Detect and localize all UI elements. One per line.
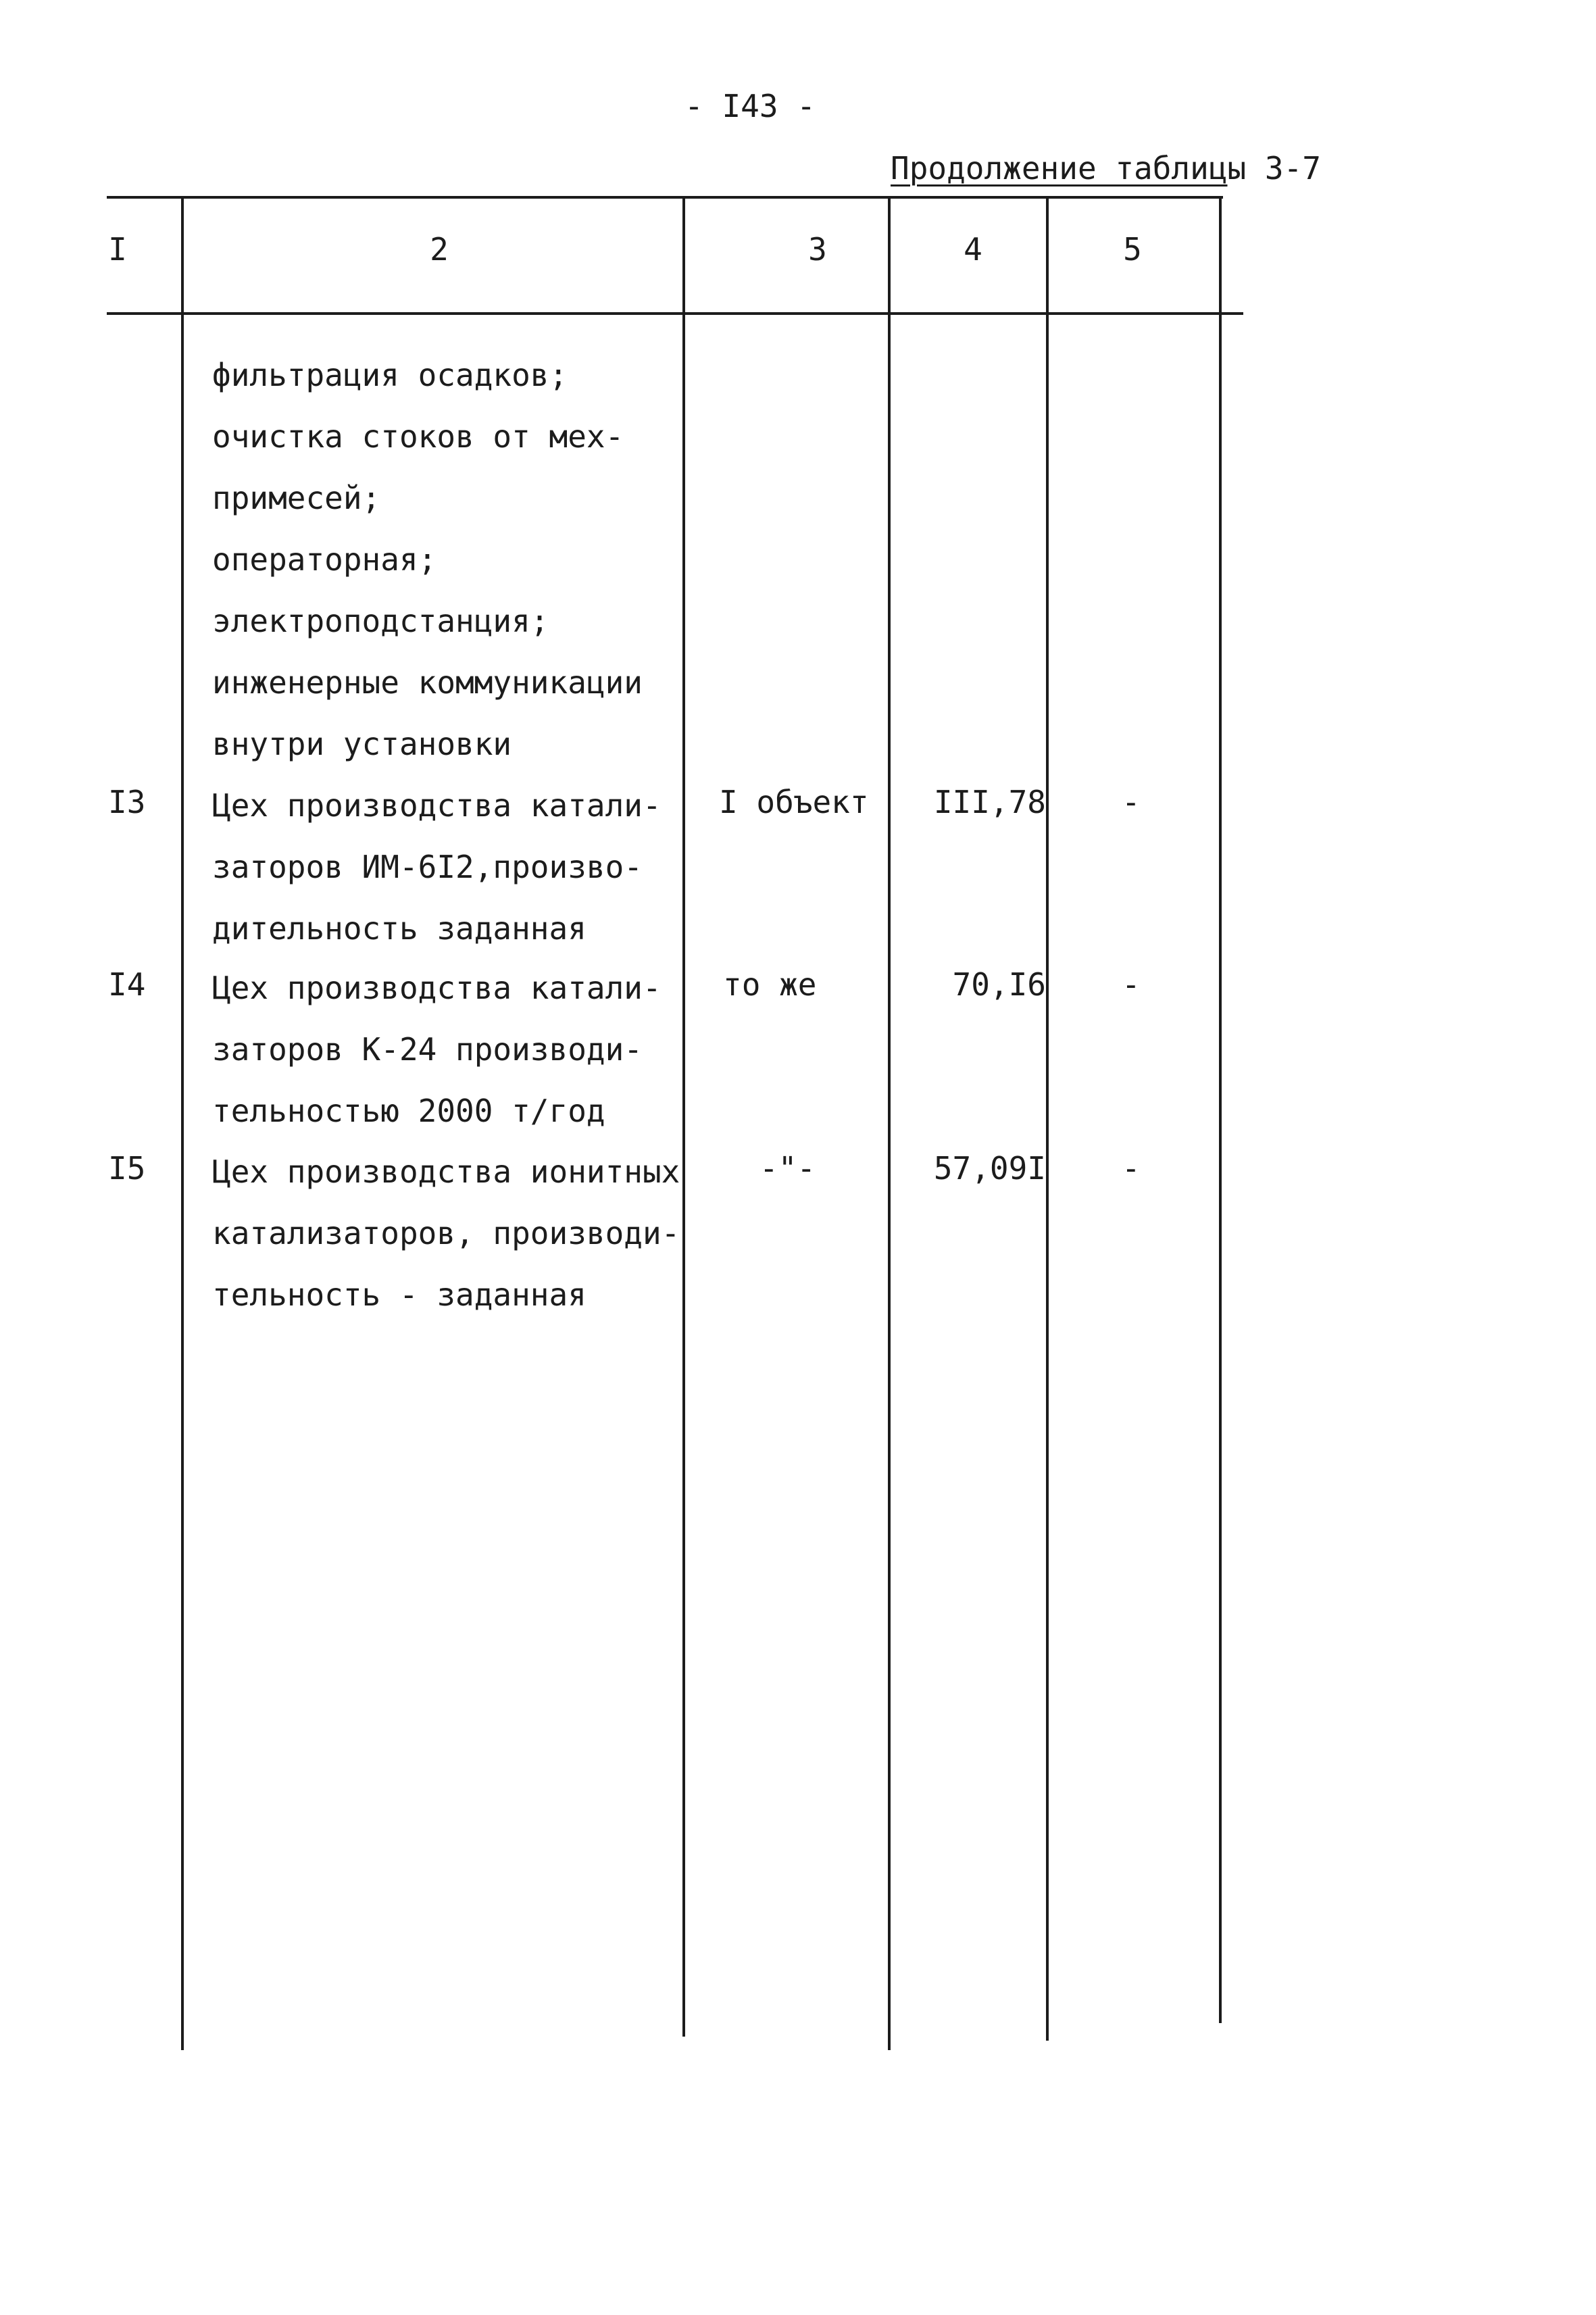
description-line: заторов ИМ-6I2,произво- (212, 849, 643, 885)
description-line: Цех производства ионитных (212, 1153, 680, 1190)
description-line: катализаторов, производи- (212, 1215, 680, 1251)
row-description (212, 1141, 680, 1326)
row-unit: то же (723, 966, 817, 1003)
table-top-rule (107, 196, 1223, 199)
header-col-2: 2 (430, 231, 449, 268)
list-item: операторная; (212, 541, 437, 578)
description-line: тельностью 2000 т/год (212, 1093, 605, 1129)
row-number: I3 (108, 784, 146, 820)
header-col-4: 4 (964, 231, 982, 268)
continuation-caption (891, 150, 1321, 186)
header-col-3: 3 (808, 231, 827, 268)
row-value: III,78 (933, 784, 1046, 820)
row-unit: -"- (759, 1150, 816, 1187)
header-col-1: I (108, 231, 127, 268)
row-col5: - (1122, 966, 1141, 1003)
continued-description (212, 345, 643, 775)
list-item: очистка стоков от мех- (212, 418, 624, 455)
column-divider-1 (181, 196, 184, 2050)
column-divider-2 (682, 196, 685, 2037)
list-item: фильтрация осадков; (212, 357, 568, 393)
list-item: примесей; (212, 480, 381, 516)
table-header-rule (107, 312, 1243, 315)
row-description (212, 957, 662, 1142)
row-description (212, 775, 662, 960)
row-col5: - (1122, 1150, 1141, 1187)
continuation-prefix: Продолжение таблиц (891, 150, 1228, 186)
row-number: I4 (108, 966, 146, 1003)
continuation-suffix: ы 3-7 (1227, 150, 1321, 186)
row-value: 57,09I (933, 1150, 1046, 1187)
description-line: тельность - заданная (212, 1276, 587, 1313)
row-number: I5 (108, 1150, 146, 1187)
list-item: электроподстанция; (212, 603, 549, 639)
column-divider-5 (1219, 196, 1222, 2023)
description-line: заторов К-24 производи- (212, 1031, 643, 1068)
column-divider-3 (888, 196, 891, 2050)
description-line: Цех производства катали- (212, 787, 662, 824)
row-value: 70,I6 (952, 966, 1046, 1003)
row-col5: - (1122, 784, 1141, 820)
list-item: внутри установки (212, 726, 512, 762)
row-unit: I объект (719, 784, 869, 820)
list-item: инженерные коммуникации (212, 664, 643, 701)
description-line: Цех производства катали- (212, 970, 662, 1006)
page-number: - I43 - (684, 88, 816, 124)
description-line: дительность заданная (212, 910, 587, 947)
header-col-5: 5 (1123, 231, 1142, 268)
column-divider-4 (1046, 196, 1049, 2041)
